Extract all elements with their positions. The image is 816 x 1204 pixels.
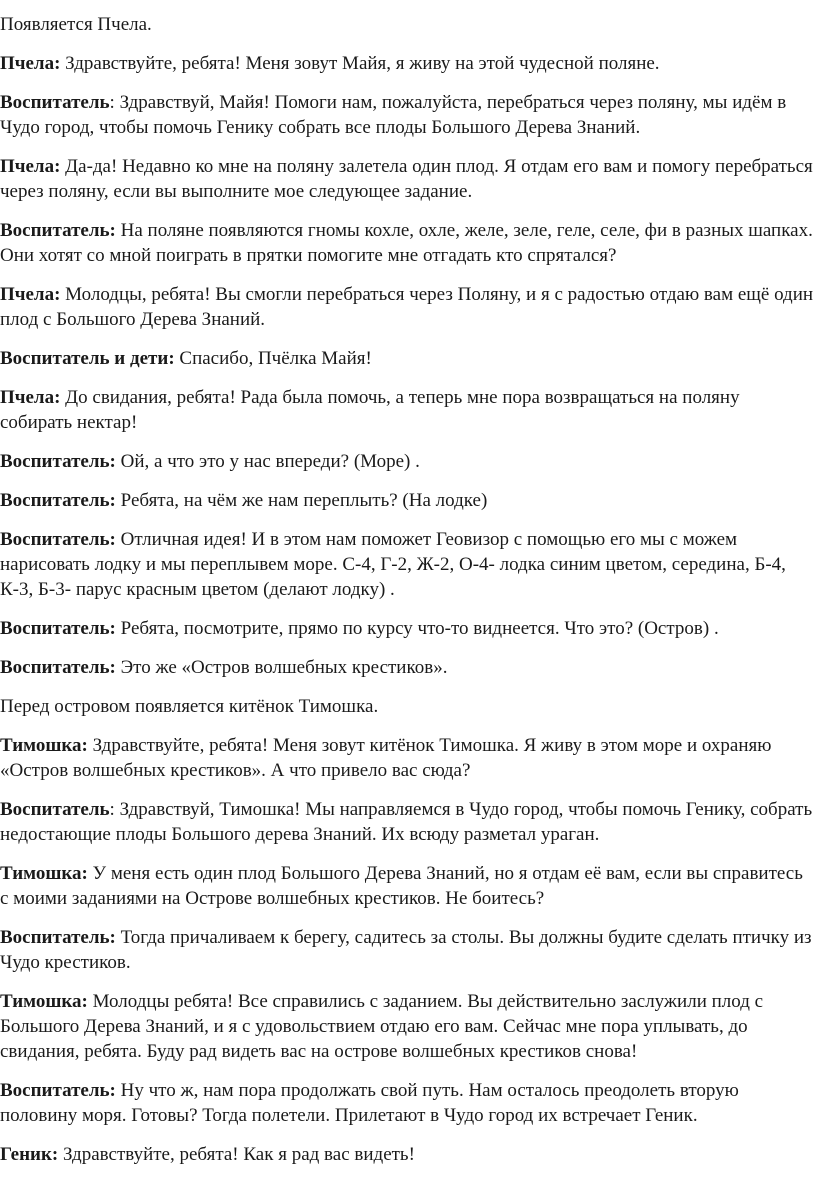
paragraph-text: Молодцы ребята! Все справились с заданием. Вы действительно заслужили плод с Большого Дерева Знаний, и я с удовольствием отдаю его вам. Сейчас мне пора уплывать, до свидания, ребята. Буду рад видеть вас на острове волшебных крестиков снова! bbox=[0, 991, 764, 1062]
speaker-label: Тимошка: bbox=[0, 735, 88, 756]
stage-direction bbox=[0, 694, 814, 719]
paragraph-text: Здравствуйте, ребята! Как я рад вас видеть! bbox=[63, 1144, 415, 1165]
speaker-label: Воспитатель: bbox=[0, 618, 116, 639]
speaker-label: Тимошка: bbox=[0, 991, 88, 1012]
paragraph-text: Появляется Пчела. bbox=[0, 14, 152, 35]
speaker-label: Воспитатель: bbox=[0, 529, 116, 550]
dialogue-paragraph bbox=[0, 90, 814, 140]
dialogue-paragraph bbox=[0, 655, 814, 680]
paragraph-text: Ребята, посмотрите, прямо по курсу что-то виднеется. Что это? (Остров) . bbox=[120, 618, 719, 639]
paragraph-text: Спасибо, Пчёлка Майя! bbox=[179, 348, 372, 369]
speaker-label: Воспитатель: bbox=[0, 1080, 116, 1101]
dialogue-paragraph bbox=[0, 797, 814, 847]
speaker-label: Воспитатель: bbox=[0, 451, 116, 472]
paragraph-text: Это же «Остров волшебных крестиков». bbox=[120, 657, 448, 678]
speaker-label: Тимошка: bbox=[0, 863, 88, 884]
stage-direction bbox=[0, 12, 814, 37]
speaker-separator: : bbox=[109, 92, 120, 113]
dialogue-paragraph bbox=[0, 989, 814, 1064]
speaker-label: Воспитатель: bbox=[0, 657, 116, 678]
speaker-label: Воспитатель bbox=[0, 799, 110, 820]
document-page bbox=[0, 12, 814, 1181]
paragraph-text: Здравствуйте, ребята! Меня зовут китёнок Тимошка. Я живу в этом море и охраняю «Остров волшебных крестиков». А что привело вас сюда? bbox=[0, 735, 772, 781]
speaker-label: Воспитатель: bbox=[0, 220, 116, 241]
paragraph-text: Молодцы, ребята! Вы смогли перебраться через Поляну, и я с радостью отдаю вам ещё один плод с Большого Дерева Знаний. bbox=[0, 284, 814, 330]
paragraph-text: Ну что ж, нам пора продолжать свой путь. Нам осталось преодолеть вторую половину моря. Готовы? Тогда полетели. Прилетают в Чудо город их встречает Геник. bbox=[0, 1080, 739, 1126]
paragraph-text: Здравствуйте, ребята! Меня зовут Майя, я живу на этой чудесной поляне. bbox=[65, 53, 660, 74]
dialogue-paragraph bbox=[0, 733, 814, 783]
speaker-label: Воспитатель и дети: bbox=[0, 348, 175, 369]
dialogue-paragraph bbox=[0, 449, 814, 474]
speaker-label: Пчела: bbox=[0, 53, 61, 74]
speaker-separator: : bbox=[109, 799, 120, 820]
speaker-label: Геник: bbox=[0, 1144, 59, 1165]
dialogue-paragraph bbox=[0, 925, 814, 975]
speaker-label: Пчела: bbox=[0, 284, 61, 305]
dialogue-paragraph bbox=[0, 51, 814, 76]
speaker-label: Воспитатель: bbox=[0, 490, 116, 511]
paragraph-text: Здравствуй, Тимошка! Мы направляемся в Чудо город, чтобы помочь Генику, собрать недостающие плоды Большого дерева Знаний. Их всюду разметал ураган. bbox=[0, 799, 813, 845]
dialogue-paragraph bbox=[0, 385, 814, 435]
dialogue-paragraph bbox=[0, 861, 814, 911]
paragraph-text: Здравствуй, Майя! Помоги нам, пожалуйста, перебраться через поляну, мы идём в Чудо город, чтобы помочь Генику собрать все плоды Большого Дерева Знаний. bbox=[0, 92, 787, 138]
paragraph-text: Отличная идея! И в этом нам поможет Геовизор с помощью его мы с можем нарисовать лодку и мы переплывем море. С-4, Г-2, Ж-2, О-4- лодка синим цветом, середина, Б-4, К-3, Б-3- парус красным цветом (делают лодку) . bbox=[0, 529, 786, 600]
dialogue-paragraph bbox=[0, 346, 814, 371]
speaker-label: Воспитатель: bbox=[0, 927, 116, 948]
speaker-label: Пчела: bbox=[0, 156, 61, 177]
dialogue-paragraph bbox=[0, 1142, 814, 1167]
paragraph-text: Да-да! Недавно ко мне на поляну залетела один плод. Я отдам его вам и помогу перебраться через поляну, если вы выполните мое следующее задание. bbox=[0, 156, 813, 202]
dialogue-paragraph bbox=[0, 282, 814, 332]
speaker-label: Пчела: bbox=[0, 387, 61, 408]
dialogue-paragraph bbox=[0, 527, 814, 602]
dialogue-paragraph bbox=[0, 154, 814, 204]
paragraph-text: На поляне появляются гномы кохле, охле, желе, зеле, геле, селе, фи в разных шапках. Они хотят со мной поиграть в прятки помогите мне отгадать кто спрятался? bbox=[0, 220, 813, 266]
paragraph-text: Ребята, на чём же нам переплыть? (На лодке) bbox=[120, 490, 488, 511]
speaker-label: Воспитатель bbox=[0, 92, 110, 113]
paragraph-text: Перед островом появляется китёнок Тимошка. bbox=[0, 696, 379, 717]
paragraph-text: Ой, а что это у нас впереди? (Море) . bbox=[120, 451, 420, 472]
dialogue-paragraph bbox=[0, 616, 814, 641]
dialogue-paragraph bbox=[0, 1078, 814, 1128]
paragraph-text: Тогда причаливаем к берегу, садитесь за столы. Вы должны будите сделать птичку из Чудо крестиков. bbox=[0, 927, 812, 973]
dialogue-paragraph bbox=[0, 218, 814, 268]
paragraph-text: У меня есть один плод Большого Дерева Знаний, но я отдам её вам, если вы справитесь с моими заданиями на Острове волшебных крестиков. Не боитесь? bbox=[0, 863, 803, 909]
dialogue-paragraph bbox=[0, 488, 814, 513]
paragraph-text: До свидания, ребята! Рада была помочь, а теперь мне пора возвращаться на поляну собирать нектар! bbox=[0, 387, 740, 433]
